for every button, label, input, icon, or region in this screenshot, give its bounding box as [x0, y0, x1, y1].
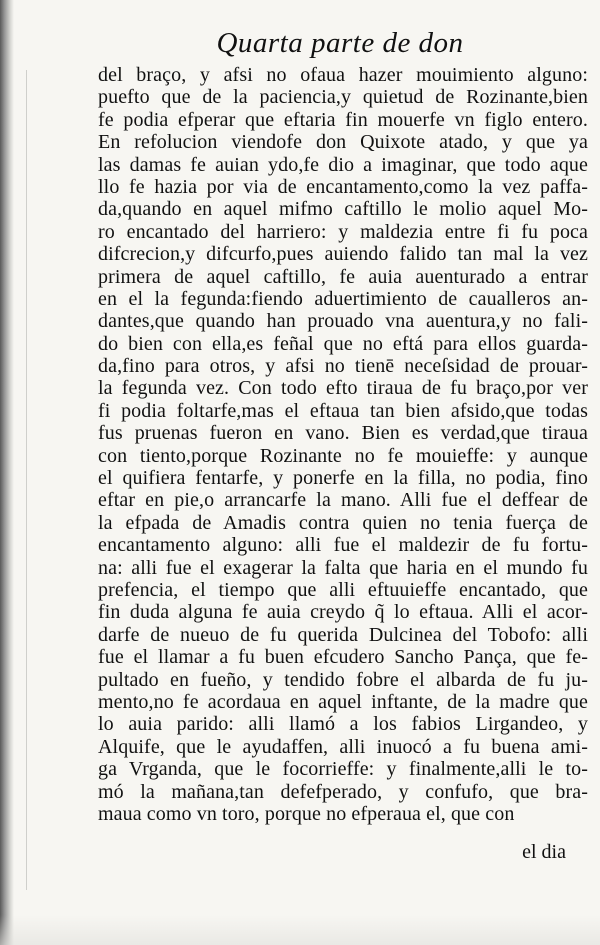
- text-line: Alquife, que le ayudaffen, alli inuocó a fu buena ami-: [98, 735, 588, 758]
- catchword: el dia: [522, 841, 566, 863]
- text-line: da,quando en aquel mifmo caftillo le molio aquel Mo-: [98, 198, 588, 221]
- text-line: prefencia, el tiempo que alli eftuuieffe encantado, que: [98, 578, 588, 601]
- text-line: la efpada de Amadis contra quien no tenia fuerça de: [98, 511, 588, 534]
- text-line: en el la fegunda:fiendo aduertimiento de caualleros an-: [98, 287, 588, 310]
- text-line: do bien con ella,es feñal que no eftá para ellos guarda-: [98, 332, 588, 355]
- text-line: ga Vrganda, que le focorrieffe: y finalmente,alli le to-: [98, 758, 588, 781]
- text-line: lo auia parido: alli llamó a los fabios Lirgandeo, y: [98, 713, 588, 736]
- text-line: difcrecion,y difcurfo,pues auiendo falido tan mal la vez: [98, 243, 588, 266]
- text-line: darfe de nueuo de fu querida Dulcinea del Tobofo: alli: [98, 623, 588, 646]
- page-gutter-shadow: [0, 0, 14, 945]
- text-line: con tiento,porque Rozinante no fe mouieffe: y aunque: [98, 444, 588, 467]
- text-line: mó la mañana,tan defefperado, y confufo, que bra-: [98, 780, 588, 803]
- text-line: pultado en fueño, y tendido fobre el albarda de fu ju-: [98, 668, 588, 691]
- text-line: la fegunda vez. Con todo efto tiraua de fu braço,por ver: [98, 377, 588, 400]
- page-bottom-shadow: [0, 915, 600, 945]
- text-line: encantamento alguno: alli fue el maldezir de fu fortu-: [98, 534, 588, 557]
- text-line: na: alli fue el exagerar la falta que haria en el mundo fu: [98, 556, 588, 579]
- text-line: fi podia foltarfe,mas el eftaua tan bien afsido,que todas: [98, 399, 588, 422]
- text-line: da,fino para otros, y afsi no tienē neceſsidad de prouar-: [98, 355, 588, 378]
- text-line: ro encantado del harriero: y maldezia entre fi fu poca: [98, 220, 588, 243]
- text-line: las damas fe auian ydo,fe dio a imaginar, que todo aque: [98, 153, 588, 176]
- text-line: fe podia efperar que eftaria fin mouerfe vn figlo entero.: [98, 108, 588, 131]
- text-line: del braço, y afsi no ofaua hazer mouimiento alguno:: [98, 64, 588, 86]
- text-line: fue el llamar a fu buen efcudero Sancho Pança, que fe-: [98, 646, 588, 669]
- body-text: [98, 64, 588, 825]
- text-line: fin duda alguna fe auia creydo q̃ lo eftaua. Alli el acor-: [98, 601, 588, 624]
- text-line: dantes,que quando han prouado vna auentura,y no fali-: [98, 310, 588, 333]
- running-head: Quarta parte de don: [216, 27, 464, 59]
- text-line: fus pruenas fueron en vano. Bien es verdad,que tiraua: [98, 422, 588, 445]
- text-line: En refolucion viendofe don Quixote atado, y que ya: [98, 131, 588, 154]
- text-line: el quifiera fentarfe, y ponerfe en la filla, no podia, fino: [98, 467, 588, 490]
- text-line: primera de aquel caftillo, fe auia auenturado a entrar: [98, 265, 588, 288]
- page-edge-line: [26, 70, 27, 890]
- text-line: llo fe hazia por via de encantamento,como la vez paffa-: [98, 175, 588, 198]
- text-line: mento,no fe acordaua en aquel inftante, de la madre que: [98, 690, 588, 713]
- text-line: eftar en pie,o arrancarfe la mano. Alli fue el deffear de: [98, 489, 588, 512]
- text-line: puefto que de la paciencia,y quietud de Rozinante,bien: [98, 86, 588, 109]
- text-line: maua como vn toro, porque no efperaua el, que con: [98, 802, 515, 825]
